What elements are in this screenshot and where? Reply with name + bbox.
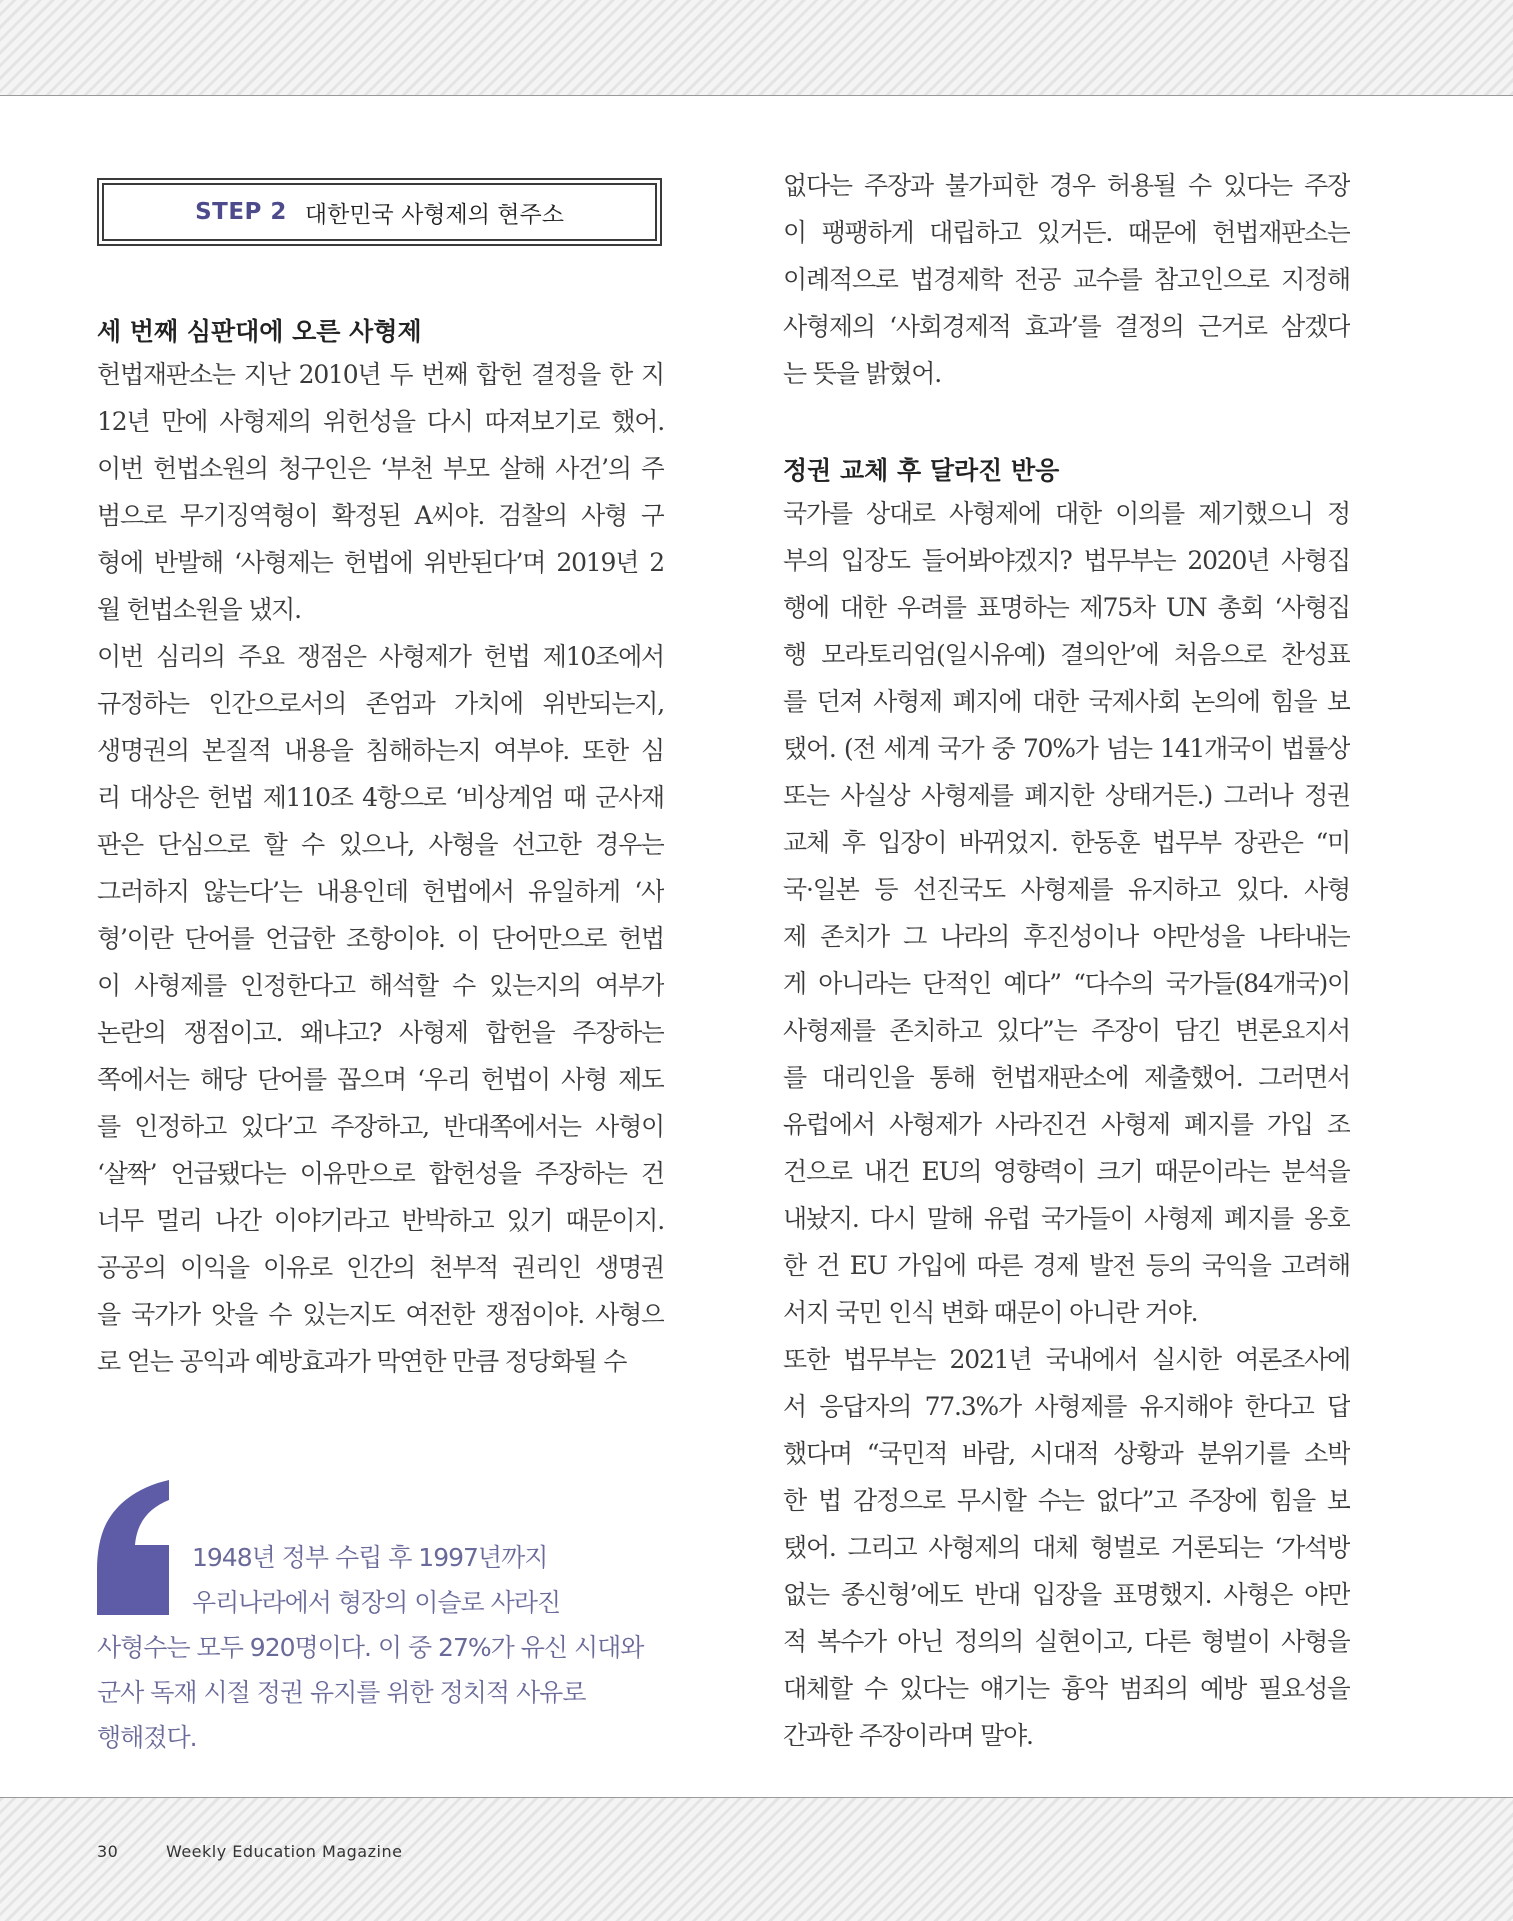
text-line: 너무 멀리 나간 이야기라고 반박하고 있기 때문이지.: [97, 1206, 664, 1235]
text-line: 판은 단심으로 할 수 있으나, 사형을 선고한 경우는: [97, 830, 664, 859]
text-line: 없는 종신형’에도 반대 입장을 표명했지. 사형은 야만: [783, 1580, 1350, 1609]
text-line: 간과한 주장이라며 말야.: [783, 1721, 1033, 1750]
text-line: 형에 반발해 ‘사형제는 헌법에 위반된다’며 2019년 2: [97, 548, 664, 577]
text-line: 한 건 EU 가입에 따른 경제 발전 등의 국익을 고려해: [783, 1251, 1350, 1280]
text-line: 로 얻는 공익과 예방효과가 막연한 만큼 정당화될 수: [97, 1347, 627, 1376]
text-line: 공공의 이익을 이유로 인간의 천부적 권리인 생명권: [97, 1253, 664, 1282]
right-column: [783, 166, 1350, 1763]
page-footer: [97, 1842, 402, 1861]
text-line: 이번 심리의 주요 쟁점은 사형제가 헌법 제10조에서: [97, 642, 664, 671]
text-line: 이 사형제를 인정한다고 해석할 수 있는지의 여부가: [97, 971, 664, 1000]
text-line: 또한 법무부는 2021년 국내에서 실시한 여론조사에: [783, 1345, 1350, 1374]
page-number: 30: [97, 1842, 119, 1861]
quote-line: 행해졌다.: [97, 1723, 197, 1752]
right-section-heading: 정권 교체 후 달라진 반응: [783, 456, 1060, 485]
left-body-text: [97, 355, 664, 1389]
magazine-name: Weekly Education Magazine: [165, 1842, 403, 1861]
text-line: 사형제를 존치하고 있다”는 주장이 담긴 변론요지서: [783, 1016, 1350, 1045]
text-line: 이례적으로 법경제학 전공 교수를 참고인으로 지정해: [783, 265, 1350, 294]
text-line: 사형제의 ‘사회경제적 효과’를 결정의 근거로 삼겠다: [783, 312, 1350, 341]
text-line: 이 팽팽하게 대립하고 있거든. 때문에 헌법재판소는: [783, 218, 1350, 247]
text-line: 제 존치가 그 나라의 후진성이나 야만성을 나타내는: [783, 922, 1350, 951]
text-line: 월 헌법소원을 냈지.: [97, 595, 301, 624]
text-line: 쪽에서는 해당 단어를 꼽으며 ‘우리 헌법이 사형 제도: [97, 1065, 664, 1094]
text-line: 그러하지 않는다’는 내용인데 헌법에서 유일하게 ‘사: [97, 877, 664, 906]
text-line: 를 인정하고 있다’고 주장하고, 반대쪽에서는 사형이: [97, 1112, 664, 1141]
text-line: 한 법 감정으로 무시할 수는 없다”고 주장에 힘을 보: [783, 1486, 1350, 1515]
text-line: 행 모라토리엄(일시유예) 결의안’에 처음으로 찬성표: [783, 640, 1350, 669]
text-line: 유럽에서 사형제가 사라진건 사형제 폐지를 가입 조: [783, 1110, 1350, 1139]
text-line: 이번 헌법소원의 청구인은 ‘부천 부모 살해 사건’의 주: [97, 454, 664, 483]
text-line: 대체할 수 있다는 얘기는 흉악 범죄의 예방 필요성을: [783, 1674, 1350, 1703]
right-body-text-top: [783, 166, 1350, 401]
step-title: 대한민국 사형제의 현주소: [304, 201, 564, 228]
step-banner: [97, 178, 662, 246]
text-line: 국가를 상대로 사형제에 대한 이의를 제기했으니 정: [783, 499, 1350, 528]
text-line: 를 던져 사형제 폐지에 대한 국제사회 논의에 힘을 보: [783, 687, 1350, 716]
text-line: 했다며 “국민적 바람, 시대적 상황과 분위기를 소박: [783, 1439, 1350, 1468]
text-line: 논란의 쟁점이고. 왜냐고? 사형제 합헌을 주장하는: [97, 1018, 664, 1047]
text-line: 12년 만에 사형제의 위헌성을 다시 따져보기로 했어.: [97, 407, 664, 436]
text-line: 건으로 내건 EU의 영향력이 크기 때문이라는 분석을: [783, 1157, 1350, 1186]
quote-line: 군사 독재 시절 정권 유지를 위한 정치적 사유로: [97, 1678, 586, 1707]
text-line: 적 복수가 아닌 정의의 실현이고, 다른 형벌이 사형을: [783, 1627, 1350, 1656]
text-line: 서지 국민 인식 변화 때문이 아니란 거야.: [783, 1298, 1198, 1327]
text-line: ‘살짝’ 언급됐다는 이유만으로 합헌성을 주장하는 건: [97, 1159, 664, 1188]
text-line: 는 뜻을 밝혔어.: [783, 359, 941, 388]
text-line: 또는 사실상 사형제를 폐지한 상태거든.) 그러나 정권: [783, 781, 1350, 810]
text-line: 탰어. 그리고 사형제의 대체 형벌로 거론되는 ‘가석방: [783, 1533, 1350, 1562]
text-line: 탰어. (전 세계 국가 중 70%가 넘는 141개국이 법률상: [783, 734, 1350, 763]
text-line: 리 대상은 헌법 제110조 4항으로 ‘비상계엄 때 군사재: [97, 783, 664, 812]
text-line: 서 응답자의 77.3%가 사형제를 유지해야 한다고 답: [783, 1392, 1350, 1421]
text-line: 내놨지. 다시 말해 유럽 국가들이 사형제 폐지를 옹호: [783, 1204, 1350, 1233]
text-line: 없다는 주장과 불가피한 경우 허용될 수 있다는 주장: [783, 171, 1350, 200]
header-stripe: [0, 0, 1513, 96]
pull-quote: [97, 1535, 677, 1760]
text-line: 규정하는 인간으로서의 존엄과 가치에 위반되는지,: [97, 689, 664, 718]
text-line: 생명권의 본질적 내용을 침해하는지 여부야. 또한 심: [97, 736, 664, 765]
text-line: 행에 대한 우려를 표명하는 제75차 UN 총회 ‘사형집: [783, 593, 1350, 622]
quote-line: 1948년 정부 수립 후 1997년까지: [192, 1543, 548, 1572]
text-line: 을 국가가 앗을 수 있는지도 여전한 쟁점이야. 사형으: [97, 1300, 664, 1329]
text-line: 교체 후 입장이 바뀌었지. 한동훈 법무부 장관은 “미: [783, 828, 1350, 857]
quote-line: 우리나라에서 형장의 이슬로 사라진: [192, 1588, 561, 1617]
left-section-heading: 세 번째 심판대에 오른 사형제: [97, 317, 422, 346]
text-line: 부의 입장도 들어봐야겠지? 법무부는 2020년 사형집: [783, 546, 1350, 575]
left-column: [97, 308, 664, 1389]
text-line: 헌법재판소는 지난 2010년 두 번째 합헌 결정을 한 지: [97, 360, 664, 389]
text-line: 게 아니라는 단적인 예다” “다수의 국가들(84개국)이: [783, 969, 1350, 998]
right-body-text-bottom: [783, 494, 1350, 1763]
text-line: 국·일본 등 선진국도 사형제를 유지하고 있다. 사형: [783, 875, 1350, 904]
text-line: 형’이란 단어를 언급한 조항이야. 이 단어만으로 헌법: [97, 924, 664, 953]
step-label: STEP 2: [195, 199, 287, 225]
text-line: 를 대리인을 통해 헌법재판소에 제출했어. 그러면서: [783, 1063, 1350, 1092]
quote-line: 사형수는 모두 920명이다. 이 중 27%가 유신 시대와: [97, 1633, 644, 1662]
text-line: 범으로 무기징역형이 확정된 A씨야. 검찰의 사형 구: [97, 501, 664, 530]
